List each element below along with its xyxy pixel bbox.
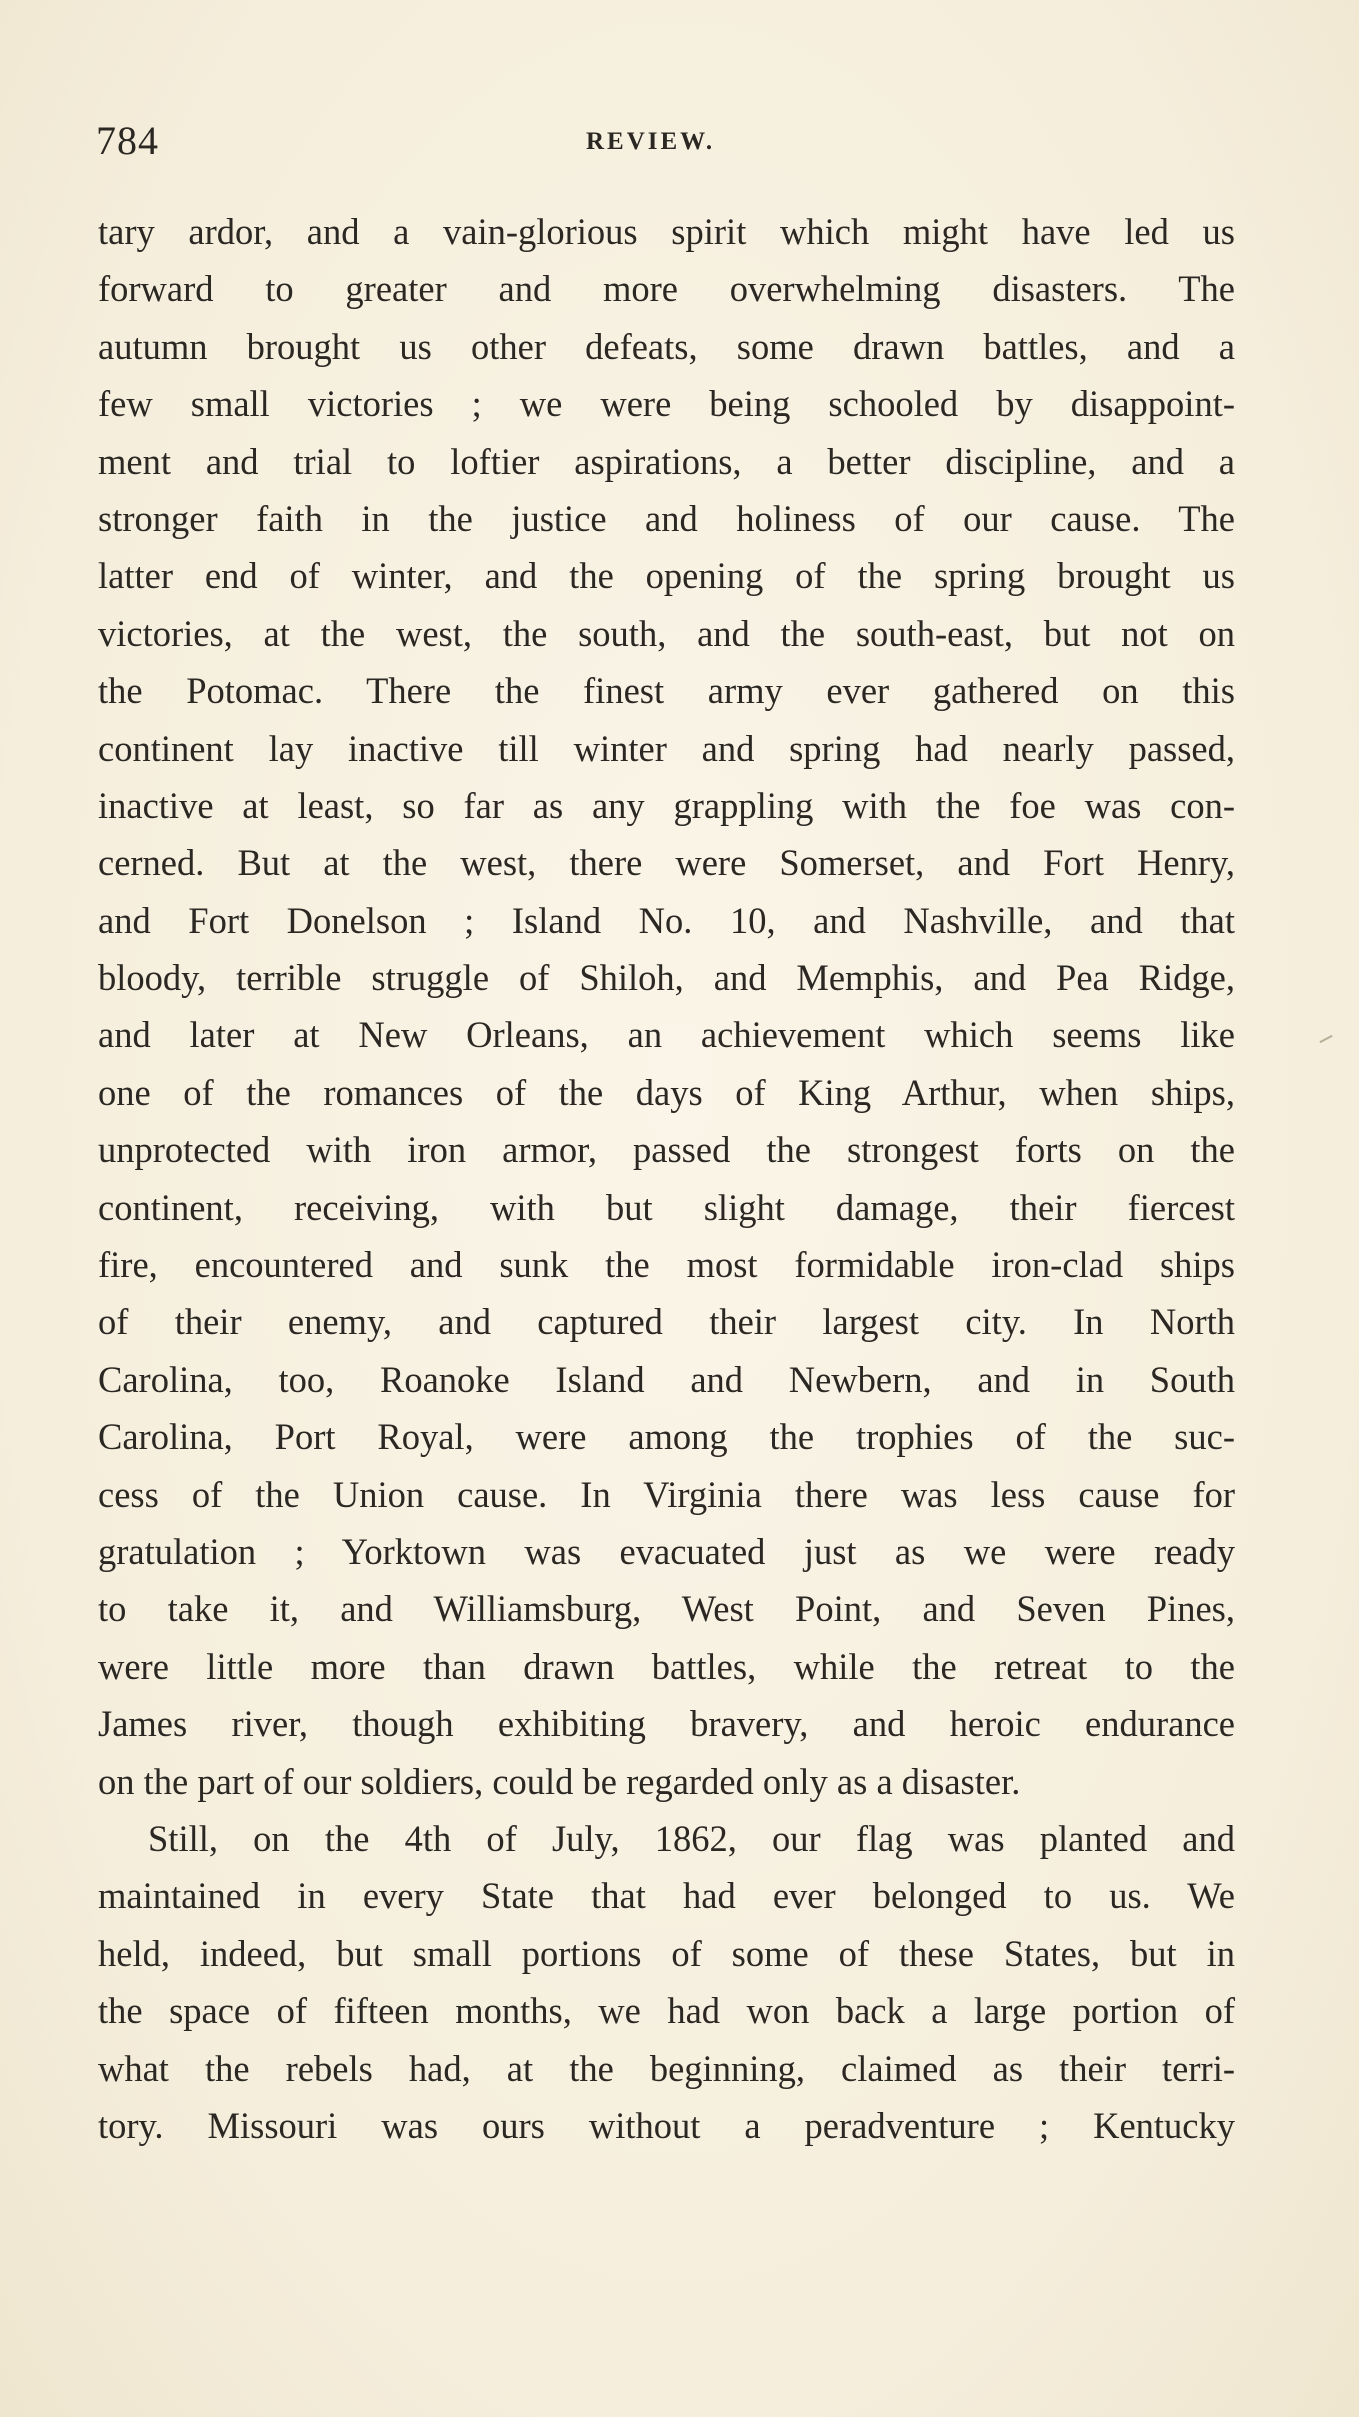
text-line: cess of the Union cause. In Virginia there was less cause for <box>98 1473 1235 1515</box>
paragraph-first-line: Still, on the 4th of July, 1862, our flag was planted and <box>148 1817 1235 1859</box>
text-line: few small victories ; we were being schooled by disappoint- <box>98 383 1235 425</box>
text-line: James river, though exhibiting bravery, and heroic endurance <box>98 1703 1235 1745</box>
text-line: of their enemy, and captured their largest city. In North <box>98 1301 1235 1343</box>
text-line: were little more than drawn battles, while the retreat to the <box>98 1645 1235 1687</box>
text-line: continent lay inactive till winter and spring had nearly passed, <box>98 727 1235 769</box>
margin-mark <box>1319 1035 1332 1043</box>
text-line: what the rebels had, at the beginning, claimed as their terri- <box>98 2047 1235 2089</box>
page-number: 784 <box>96 118 159 163</box>
text-line: continent, receiving, with but slight damage, their fiercest <box>98 1186 1235 1228</box>
text-line: bloody, terrible struggle of Shiloh, and Memphis, and Pea Ridge, <box>98 957 1235 999</box>
text-line: on the part of our soldiers, could be regarded only as a disaster. <box>98 1760 1021 1802</box>
text-line: victories, at the west, the south, and the south-east, but not on <box>98 612 1235 654</box>
text-line: stronger faith in the justice and holiness of our cause. The <box>98 497 1235 539</box>
running-head <box>96 116 1226 166</box>
text-line: gratulation ; Yorktown was evacuated just as we were ready <box>98 1530 1235 1572</box>
text-line: ment and trial to loftier aspirations, a better discipline, and a <box>98 440 1235 482</box>
text-line: forward to greater and more overwhelming disasters. The <box>98 268 1235 310</box>
text-line: to take it, and Williamsburg, West Point, and Seven Pines, <box>98 1588 1235 1630</box>
text-line: one of the romances of the days of King Arthur, when ships, <box>98 1071 1235 1113</box>
text-line: fire, encountered and sunk the most formidable iron-clad ships <box>98 1244 1235 1286</box>
text-line: tory. Missouri was ours without a peradventure ; Kentucky <box>98 2104 1235 2146</box>
text-line: inactive at least, so far as any grappling with the foe was con- <box>98 784 1235 826</box>
text-line: autumn brought us other defeats, some drawn battles, and a <box>98 325 1235 367</box>
text-line: and later at New Orleans, an achievement which seems like <box>98 1014 1235 1056</box>
text-line: Carolina, too, Roanoke Island and Newbern, and in South <box>98 1358 1235 1400</box>
text-line: the space of fifteen months, we had won back a large portion of <box>98 1990 1235 2032</box>
text-line: held, indeed, but small portions of some of these States, but in <box>98 1932 1235 1974</box>
text-line: maintained in every State that had ever belonged to us. We <box>98 1875 1235 1917</box>
running-title: REVIEW. <box>586 128 716 155</box>
text-line: latter end of winter, and the opening of the spring brought us <box>98 555 1235 597</box>
text-line: tary ardor, and a vain-glorious spirit which might have led us <box>98 211 1235 252</box>
text-line: the Potomac. There the finest army ever gathered on this <box>98 670 1235 712</box>
body-text <box>98 203 1235 2154</box>
text-line: Carolina, Port Royal, were among the trophies of the suc- <box>98 1416 1235 1458</box>
text-line: unprotected with iron armor, passed the strongest forts on the <box>98 1129 1235 1171</box>
text-line: and Fort Donelson ; Island No. 10, and Nashville, and that <box>98 899 1235 941</box>
text-line: cerned. But at the west, there were Somerset, and Fort Henry, <box>98 842 1235 884</box>
